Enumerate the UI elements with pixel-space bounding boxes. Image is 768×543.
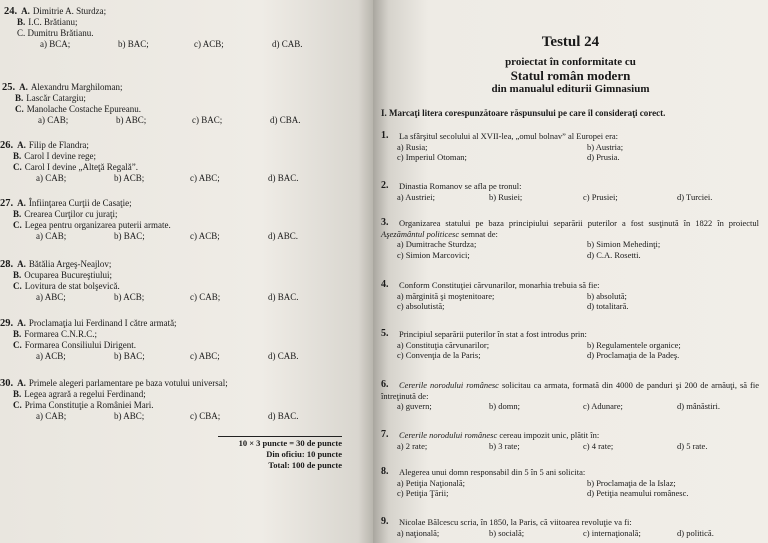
question-1: 1. La sfârşitul secolului al XVII-lea, „omul bolnav” al Europei era: a) Rusia; b) Austria; c) Imperiul Otoman; d) Prusia. xyxy=(381,130,624,162)
test-subject: Statul român modern xyxy=(510,68,631,83)
question-25: 25. A. Alexandru Marghiloman; B. Lascăr Catargiu; C. Manolache Costache Epureanu. a) CAB; b) ABC; c) BAC; d) CBA. xyxy=(2,82,301,125)
test-source: din manualul editurii Gimnasium xyxy=(491,83,650,95)
instruction: I. Marcaţi litera corespunzătoare răspunsului pe care îl consideraţi corect. xyxy=(381,108,666,118)
question-26: 26. A. Filip de Flandra; B. Carol I devine rege; C. Carol I devine „Alteţă Regală”. a) CAB; b) ACB; c) ABC; d) BAC. xyxy=(0,140,299,183)
question-27: 27. A. Înfiinţarea Curţii de Casaţie; B. Crearea Curţilor cu juraţi; C. Legea pentru organizarea puterii armate. a) CAB; b) BAC; c) ACB; d) ABC. xyxy=(0,198,299,241)
test-subtitle: proiectat în conformitate cu xyxy=(505,56,636,68)
question-9: 9. Nicolae Bălcescu scria, în 1850, la Paris, că viitoarea revoluţie va fi: a) naţională; b) socială; c) internaţională; d) politică. xyxy=(381,516,714,538)
score-line: Din oficiu: 10 puncte xyxy=(266,449,342,459)
question-30: 30. A. Primele alegeri parlamentare pe baza votului universal; B. Legea agrară a regelui Ferdinand; C. Prima Constituţie a României Mari. a) CAB; b) ABC; c) CBA; d) BAC. xyxy=(0,378,299,421)
question-4: 4. Conform Constituţiei cărvunarilor, monarhia trebuia să fie: a) mărginită şi moştenitoare; b) absolută; c) absolutistă; d) totalitară. xyxy=(381,279,629,311)
score-summary xyxy=(218,436,342,471)
score-line: 10 × 3 puncte = 30 de puncte xyxy=(238,438,342,448)
question-3: 3. Organizarea statului pe baza principiului separării puterilor a fost susţinută în 1822 în proiectul Aşezământul politicesc semnat de: a) Dumitrache Sturdza; b) Simion Mehedinţi; c) Simion Marcovici; d) C.A. Rosetti. xyxy=(381,217,759,260)
question-28: 28. A. Bătălia Argeş-Neajlov; B. Ocuparea Bucureştiului; C. Lovitura de stat bolşevică. a) ABC; b) ACB; c) CAB; d) BAC. xyxy=(0,259,299,302)
question-6: 6. Cererile norodului românesc solicitau ca armata, formată din 4000 de panduri şi 200 de arnăuţi, să fie întreţinută de: a) guvern; b) domn; c) Adunare; d) mânăstiri. xyxy=(381,379,759,411)
question-24: 24. A. Dimitrie A. Sturdza; B. I.C. Brătianu; C. Dumitru Brătianu. a) BCA; b) BAC; c) ACB; d) CAB. xyxy=(4,6,303,49)
question-7: 7. Cererile norodului românesc cereau impozit unic, plătit în: a) 2 rate; b) 3 rate; c) 4 rate; d) 5 rate. xyxy=(381,429,708,451)
right-page xyxy=(373,0,768,543)
score-line: Total: 100 de puncte xyxy=(268,460,342,470)
left-page xyxy=(0,0,373,543)
question-8: 8. Alegerea unui domn responsabil din 5 în 5 ani solicita: a) Petiţia Naţională; b) Proclamaţia de la Islaz; c) Petiţia Ţării; d) Petiţia neamului românesc. xyxy=(381,466,689,498)
question-29: 29. A. Proclamaţia lui Ferdinand I către armată; B. Formarea C.N.R.C.; C. Formarea Consiliului Dirigent. a) ACB; b) BAC; c) ABC; d) CAB. xyxy=(0,318,299,361)
question-5: 5. Principiul separării puterilor în stat a fost introdus prin: a) Constituţia cărvunarilor; b) Regulamentele organice; c) Convenţia de la Paris; d) Proclamaţia de la Padeş. xyxy=(381,328,681,360)
question-2: 2. Dinastia Romanov se afla pe tronul: a) Austriei; b) Rusiei; c) Prusiei; d) Turciei. xyxy=(381,180,713,202)
test-title: Testul 24 xyxy=(541,34,600,50)
